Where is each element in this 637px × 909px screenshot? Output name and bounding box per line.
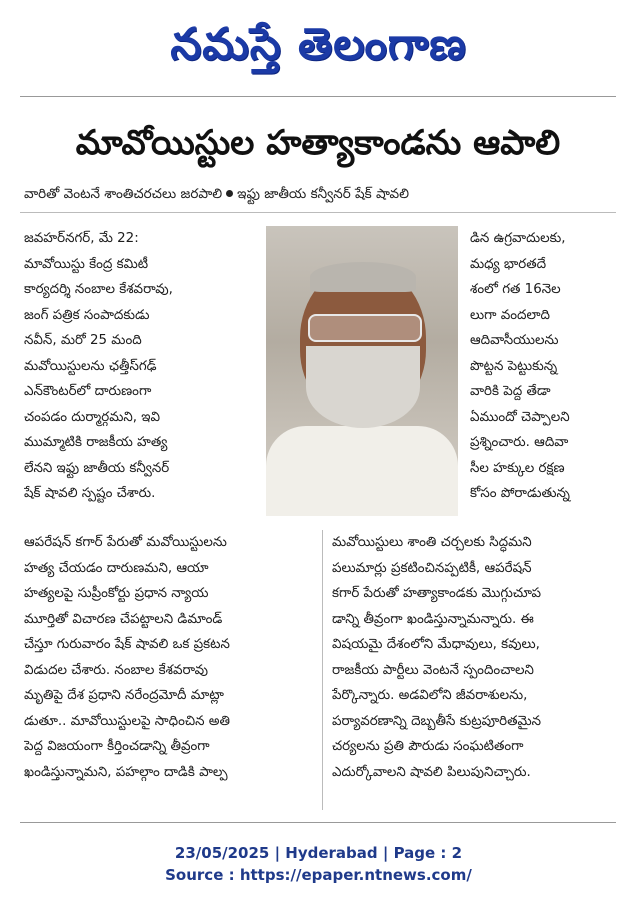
text-line: ఎన్‌కౌంటర్‌లో దారుణంగా <box>24 384 152 399</box>
article-headline: మావోయిస్టుల హత్యాకాండను ఆపాలి <box>75 123 561 163</box>
text-line: డిన ఉగ్రవాదులకు, <box>470 231 566 246</box>
text-line: రాజకీయ పార్టీలు వెంటనే స్పందించాలని <box>332 662 534 678</box>
text-line: హత్య చేయడం దారుణమని, ఆయా <box>24 560 209 576</box>
text-line: శంలో గత 16నెల <box>470 282 561 297</box>
text-line: విడుదల చేశారు. నంబాల కేశవరావు <box>24 662 209 678</box>
text-line: షేక్ షావలి స్పష్టం చేశారు. <box>24 486 156 501</box>
photo-hair <box>310 262 416 292</box>
text-line: పేర్కొన్నారు. అడవిలోని జీవరాశులను, <box>332 688 528 703</box>
text-line: ముమ్మాటికి రాజకీయ హత్య <box>24 435 168 450</box>
text-line: పెద్ద విజయంగా కీర్తించడాన్ని తీవ్రంగా <box>24 739 210 754</box>
text-line: సీల హక్కుల రక్షణ <box>470 460 565 476</box>
text-line: మూర్తితో విచారణ చేపట్టాలని డిమాండ్ <box>24 611 223 627</box>
text-line: చంపడం దుర్మార్గమని, ఇవి <box>24 409 161 425</box>
text-line: డాన్ని తీవ్రంగా ఖండిస్తున్నామన్నారు. ఈ <box>332 611 534 627</box>
text-line: ఆదివాసీయులను <box>470 333 559 348</box>
photo-glasses <box>308 314 422 342</box>
text-line: కోసం పోరాడుతున్న <box>470 486 570 501</box>
text-line: లుగా వందలాది <box>470 307 550 323</box>
text-line: మవోయిస్టులు శాంతి చర్చలకు సిద్ధమని <box>332 535 532 550</box>
text-line: ఆపరేషన్ కగార్ పేరుతో మవోయిస్టులను <box>24 535 227 550</box>
text-line: ఖండిస్తున్నామని, పహల్గాం దాడికి పాల్ప <box>24 764 228 780</box>
footer-date-line: 23/05/2025 | Hyderabad | Page : 2 <box>174 844 463 862</box>
text-line: పొట్టన పెట్టుకున్న <box>470 358 558 374</box>
subhead-left: వారితో వెంటనే శాంతిచరచలు జరపాలి <box>24 186 223 202</box>
bullet-icon <box>226 190 233 197</box>
photo-shirt <box>266 426 458 516</box>
article-column-bottom-right <box>332 530 616 810</box>
portrait-photo <box>266 226 458 516</box>
text-line: లేనని ఇఫ్టు జాతీయ కన్వీనర్ <box>24 460 170 476</box>
text-line: చర్యలను ప్రతి పౌరుడు సంఘటితంగా <box>332 739 524 754</box>
text-line: కార్యదర్శి నంబాల కేశవరావు, <box>24 282 173 297</box>
text-line: ప్రశ్నించారు. ఆదివా <box>470 435 569 450</box>
masthead <box>0 6 637 84</box>
text-line: మధ్య భారతదే <box>470 256 547 272</box>
text-line: ఎదుర్కోవాలని షావలి పిలుపునిచ్చారు. <box>332 764 531 780</box>
footer-source-link[interactable]: Source : https://epaper.ntnews.com/ <box>165 866 472 884</box>
text-line: విషయమై దేశంలోని మేధావులు, కవులు, <box>332 637 540 652</box>
text-line: జవహర్‌నగర్, మే 22: <box>24 231 139 246</box>
text-line: పర్యావరణాన్ని దెబ్బతీసే కుట్రపూరితమైన <box>332 713 542 729</box>
text-line: మావోయిస్టు కేంద్ర కమిటీ <box>24 256 149 272</box>
text-line: ఏముందో చెప్పాలని <box>470 409 570 425</box>
photo-beard <box>306 346 420 428</box>
text-line: డుతూ.. మావోయిస్టులపై సాధించిన అతి <box>24 713 230 729</box>
subhead-right: ఇఫ్టు జాతీయ కన్వీనర్ షేక్ షావలి <box>237 186 410 202</box>
divider <box>20 212 616 213</box>
page-footer <box>0 842 637 886</box>
text-line: పలుమార్లు ప్రకటించినప్పటికీ, ఆపరేషన్ <box>332 560 532 576</box>
article-column-bottom-left <box>24 530 310 810</box>
text-line: కగార్ పేరుతో హత్యాకాండకు మొగ్గుచూప <box>332 586 542 601</box>
text-line: మృతిపై దేశ ప్రధాని నరేంద్రమోదీ మాట్లా <box>24 688 224 703</box>
text-line: మవోయిస్టులను ఛత్తీస్‌గఢ్ <box>24 358 157 374</box>
text-line: జంగ్ పత్రిక సంపాదకుడు <box>24 307 150 323</box>
divider <box>20 822 616 823</box>
newspaper-logo: నమస్తే తెలంగాణ <box>170 19 467 70</box>
text-line: చేస్తూ గురువారం షేక్ షావలి ఒక ప్రకటన <box>24 637 230 652</box>
divider <box>20 96 616 97</box>
article-column-left <box>24 226 254 532</box>
text-line: హత్యలపై సుప్రీంకోర్టు ప్రధాన న్యాయ <box>24 586 209 601</box>
text-line: వారికి పెద్ద తేడా <box>470 384 551 399</box>
article-subhead <box>24 182 616 206</box>
column-divider <box>322 530 323 810</box>
text-line: నవీన్, మరో 25 మంది <box>24 333 142 348</box>
article-column-right <box>470 226 616 532</box>
